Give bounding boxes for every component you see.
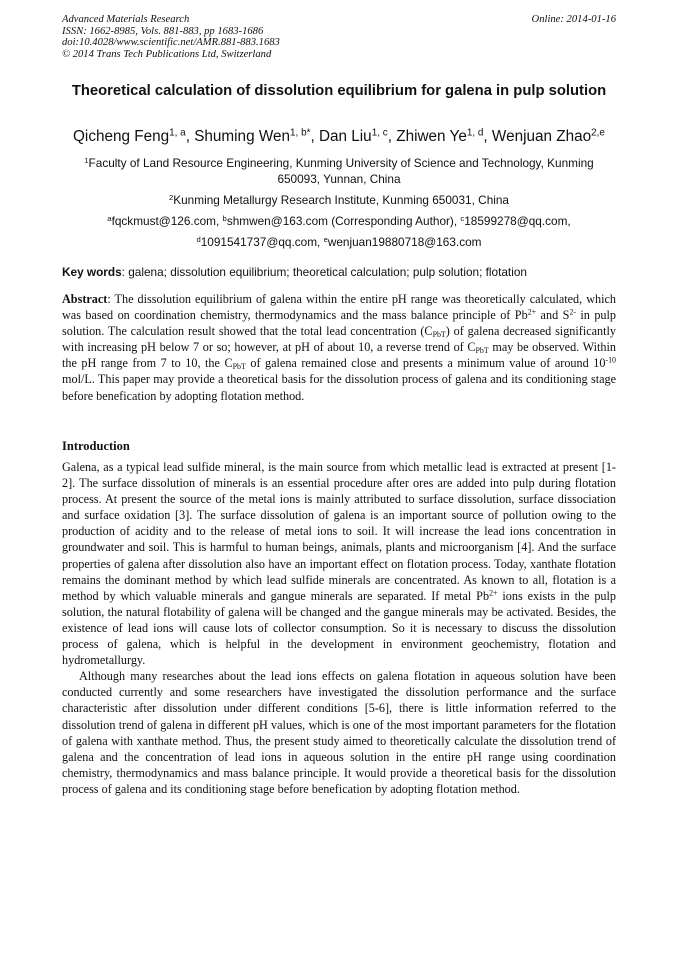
publication-header xyxy=(62,14,616,60)
keywords-text: : galena; dissolution equilibrium; theoretical calculation; pulp solution; flotation xyxy=(121,265,527,279)
abstract-label: Abstract xyxy=(62,292,108,306)
affiliation-1: $^1$Faculty of Land Resource Engineering, Kunming University of Science and Technology, Kunming 650093, Yunnan, China xyxy=(84,155,594,186)
author: Zhiwen Ye$^{1, d}$, xyxy=(396,127,492,145)
affiliation-2: $^2$Kunming Metallurgy Research Institute, Kunming 650031, China xyxy=(168,192,509,207)
abstract: Abstract: The dissolution equilibrium of galena within the entire pH range was theoretically calculated, which was based on coordination chemistry, thermodynamics and the mass balance principle of $Pb^{2+}$ and $S^{2-}$ in pulp solution. The calculation result showed that the total lead concentration $(C_{PbT})$ of galena decreased significantly with increasing pH below 7 or so; however, at pH of about 10, a reverse trend of $C_{PbT}$ may be observed. Within the pH range from 7 to 10, the $C_{PbT}$ of galena remained close and presents a minimum value of around $10^{-10}$ mol/L. This paper may provide a theoretical basis for the dissolution process of galena and its conditioning stage before benefication by adopting flotation method. xyxy=(62,292,617,403)
paragraph: Galena, as a typical lead sulfide mineral, is the main source from which metallic lead is extracted at present [1-2]. The surface dissolution of minerals is an essential procedure after ores are added into pulp during flotation process. At present the source of the metal ions is mainly attributed to surface dissolution, surface dissociation and surface oxidation [3]. The surface dissolution of galena is an important source of pollution owing to the production of acidity and to the release of metal ions to soil. It will increase the lead ions concentration in groundwater and soil. This is harmful to human beings, animals, plants and microorganism [4]. And the surface properties of galena after dissolution also have an important effect on flotation process. Today, xanthate flotation remains the dominant method by which lead sulfide minerals are concentrated. As known to all, flotation is a method by which valuable minerals and gangue minerals are separated. If metal $Pb^{2+}$ ions exists in the pulp solution, the natural flotability of galena will be changed and the gangue minerals may be activated. Besides, the existence of lead ions will cause lots of collector consumption. So it is necessary to discuss the dissolution process of galena, which is helpful in the development in environment geochemistry, flotation and hydrometallurgy. xyxy=(62,460,616,668)
author-list xyxy=(40,127,638,147)
keywords xyxy=(62,264,616,280)
journal-name: Advanced Materials Research xyxy=(62,14,190,25)
doi-line: doi:10.4028/www.scientific.net/AMR.881-883.1683 xyxy=(62,37,280,49)
author: Wenjuan Zhao$^{2,e}$ xyxy=(491,127,605,145)
introduction-body xyxy=(62,459,616,797)
issn-line: ISSN: 1662-8985, Vols. 881-883, pp 1683-1686 xyxy=(62,25,264,37)
email-line-1: $^a$fqckmust@126.com, $^b$shmwen@163.com (Corresponding Author), $^c$18599278@qq.com, xyxy=(107,213,571,228)
section-heading-introduction: Introduction xyxy=(62,439,130,453)
author: Shuming Wen$^{1, b*}$, xyxy=(194,127,319,145)
paragraph: Although many researches about the lead ions effects on galena flotation in aqueous solution have been conducted currently and some researchers have investigated the dissolution performance and the surface characteristic after dissolution under different conditions [5-6], there is little information referred to the dissolution trend of galena in different pH values, which is one of the most important parameters for the flotation of galena with xanthate method. Thus, the present study aimed to theoretically calculate the dissolution trend of galena and the concentration of lead ions in aqueous solution in the entire pH range using coordination chemistry, thermodynamics and mass balance principle. It would provide a theoretical basis for the dissolution process of galena and its conditioning stage before benefication by adopting flotation method. xyxy=(62,669,616,796)
email-line-2: $^d$1091541737@qq.com, $^e$wenjuan19880718@163.com xyxy=(196,234,482,249)
author: Dan Liu$^{1, c}$, xyxy=(318,127,397,145)
keywords-label: Key words xyxy=(62,265,122,279)
online-date: Online: 2014-01-16 xyxy=(531,14,616,25)
author: Qicheng Feng$^{1, a}$, xyxy=(73,127,195,145)
paper-title: Theoretical calculation of dissolution equilibrium for galena in pulp solution xyxy=(71,83,607,99)
copyright-line: © 2014 Trans Tech Publications Ltd, Switzerland xyxy=(62,48,272,60)
